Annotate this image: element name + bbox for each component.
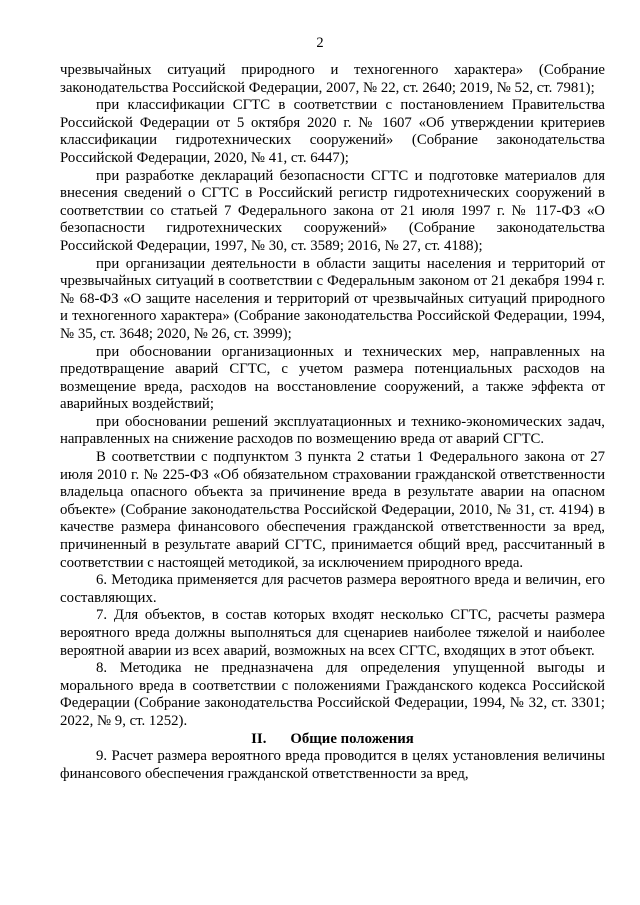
paragraph-item-6: 6. Методика применяется для расчетов размера вероятного вреда и величин, его составляющих. [60, 572, 605, 606]
section-heading [60, 731, 605, 749]
paragraph-population-protection: при организации деятельности в области защиты населения и территорий от чрезвычайных ситуаций в соответствии с Федеральным законом от 21 декабря 1994 г. № 68-ФЗ «О защите населения и территорий от чрезвычайных ситуаций природного и техногенного характера» (Собрание законодательства Российской Федерации, 1994, № 35, ст. 3648; 2020, № 26, ст. 3999); [60, 255, 605, 342]
page-number: 2 [316, 35, 324, 51]
paragraph-item-7: 7. Для объектов, в состав которых входят несколько СГТС, расчеты размера вероятного вреда должны выполняться для сценариев наиболее тяжелой и наиболее вероятной аварии из всех аварий, возможных на всех СГТС, входящих в этот объект. [60, 607, 605, 659]
paragraph-financial-security: В соответствии с подпунктом 3 пункта 2 статьи 1 Федерального закона от 27 июля 2010 г. № 225-ФЗ «Об обязательном страховании гражданской ответственности владельца опасного объекта за причинение вреда в результате аварии на опасном объекте» (Собрание законодательства Российской Федерации, 2010, № 31, ст. 4194) в качестве размера финансового обеспечения гражданской ответственности за вред, причиненный в результате аварий СГТС, принимается общий вред, рассчитанный в соответствии с настоящей методикой, за исключением природного вреда. [60, 449, 605, 571]
paragraph-classification: при классификации СГТС в соответствии с постановлением Правительства Российской Федерации от 5 октября 2020 г. № 1607 «Об утверждении критериев классификации гидротехнических сооружений» (Собрание законодательства Российской Федерации, 2020, № 41, ст. 6447); [60, 97, 605, 166]
paragraph-item-8: 8. Методика не предназначена для определения упущенной выгоды и морального вреда в соответствии с положениями Гражданского кодекса Российской Федерации (Собрание законодательства Российской Федерации, 1994, № 32, ст. 3301; 2022, № 9, ст. 1252). [60, 660, 605, 729]
paragraph-organizational-measures: при обосновании организационных и технических мер, направленных на предотвращение аварий СГТС, с учетом размера потенциальных расходов на возмещение вреда, расходов на восстановление сооружений, а также эффекта от аварийных воздействий; [60, 343, 605, 413]
paragraph-item-9: 9. Расчет размера вероятного вреда проводится в целях установления величины финансового обеспечения гражданской ответственности за вред, [60, 748, 605, 782]
section-number: II. [251, 730, 267, 747]
document-body [60, 62, 605, 783]
paragraph-operational-decisions: при обосновании решений эксплуатационных и технико-экономических задач, направленных на снижение расходов по возмещению вреда от аварий СГТС. [60, 413, 605, 448]
section-title: Общие положения [290, 730, 414, 747]
paragraph-continuation: чрезвычайных ситуаций природного и техногенного характера» (Собрание законодательства Российской Федерации, 2007, № 22, ст. 2640; 2019, № 52, ст. 7981); [60, 62, 605, 96]
paragraph-declarations: при разработке деклараций безопасности СГТС и подготовке материалов для внесения сведений о СГТС в Российский регистр гидротехнических сооружений в соответствии со статьей 7 Федерального закона от 21 июля 1997 г. № 117-ФЗ «О безопасности гидротехнических сооружений» (Собрание законодательства Российской Федерации, 1997, № 30, ст. 3589; 2016, № 27, ст. 4188); [60, 167, 605, 254]
